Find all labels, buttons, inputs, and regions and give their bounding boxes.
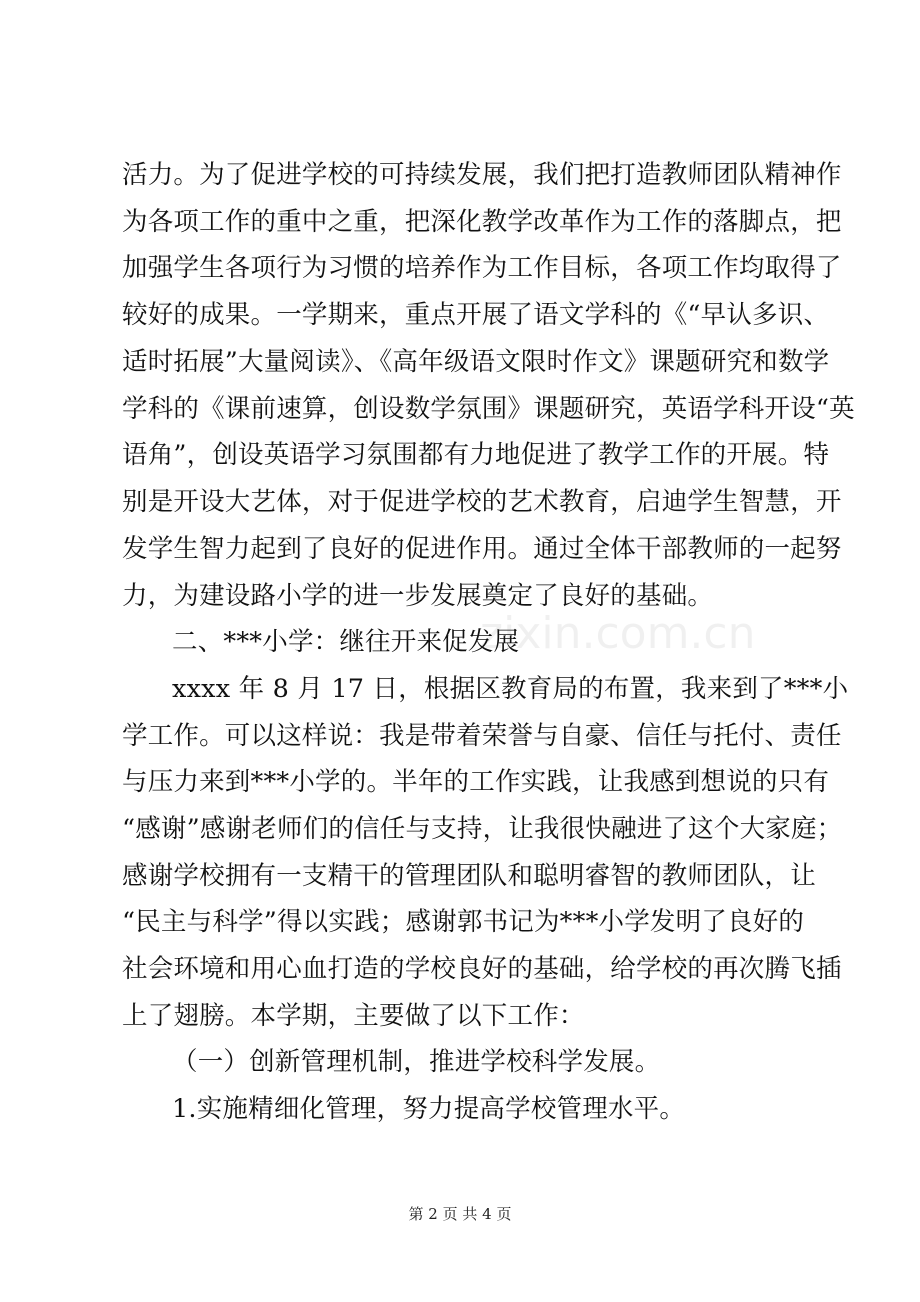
paragraph-line: 为各项工作的重中之重，把深化教学改革作为工作的落脚点，把 [122, 207, 842, 237]
paragraph-line: 与压力来到***小学的。半年的工作实践，让我感到想说的只有 [122, 767, 830, 797]
paragraph-line: 别是开设大艺体，对于促进学校的艺术教育，启迪学生智慧，开 [122, 487, 842, 517]
paragraph-line: 活力。为了促进学校的可持续发展，我们把打造教师团队精神作 [122, 160, 842, 190]
paragraph-line: 适时拓展”大量阅读》、《高年级语文限时作文》课题研究和数学 [122, 347, 830, 377]
paragraph-line: 力，为建设路小学的进一步发展奠定了良好的基础。 [122, 581, 714, 611]
paragraph-line: 上了翅膀。本学期，主要做了以下工作： [122, 1001, 585, 1031]
subsection-heading: （一）创新管理机制，推进学校科学发展。 [172, 1047, 661, 1077]
paragraph-line: “民主与科学”得以实践；感谢郭书记为***小学发明了良好的 [122, 907, 805, 937]
paragraph-line: “感谢”感谢老师们的信任与支持，让我很快融进了这个大家庭； [122, 814, 843, 844]
paragraph-line: xxxx 年 8 月 17 日，根据区教育局的布置，我来到了***小 [172, 674, 849, 704]
page-footer: 第 2 页 共 4 页 [408, 1205, 512, 1223]
paragraph-line: 语角”，创设英语学习氛围都有力地促进了教学工作的开展。特 [122, 440, 830, 470]
paragraph-line: 发学生智力起到了良好的促进作用。通过全体干部教师的一起努 [122, 534, 842, 564]
list-item-heading: 1.实施精细化管理，努力提高学校管理水平。 [172, 1094, 686, 1124]
paragraph-line: 社会环境和用心血打造的学校良好的基础，给学校的再次腾飞插 [122, 954, 842, 984]
section-heading: 二、***小学：继往开来促发展 [172, 627, 520, 657]
paragraph-line: 学工作。可以这样说：我是带着荣誉与自豪、信任与托付、责任 [122, 721, 842, 751]
watermark: zixin.com.cn [480, 608, 756, 659]
paragraph-line: 感谢学校拥有一支精干的管理团队和聪明睿智的教师团队，让 [122, 861, 816, 891]
paragraph-line: 较好的成果。一学期来，重点开展了语文学科的《“早认多识、 [122, 300, 830, 330]
paragraph-line: 学科的《课前速算，创设数学氛围》课题研究，英语学科开设“英 [122, 394, 855, 424]
paragraph-line: 加强学生各项行为习惯的培养作为工作目标，各项工作均取得了 [122, 253, 842, 283]
